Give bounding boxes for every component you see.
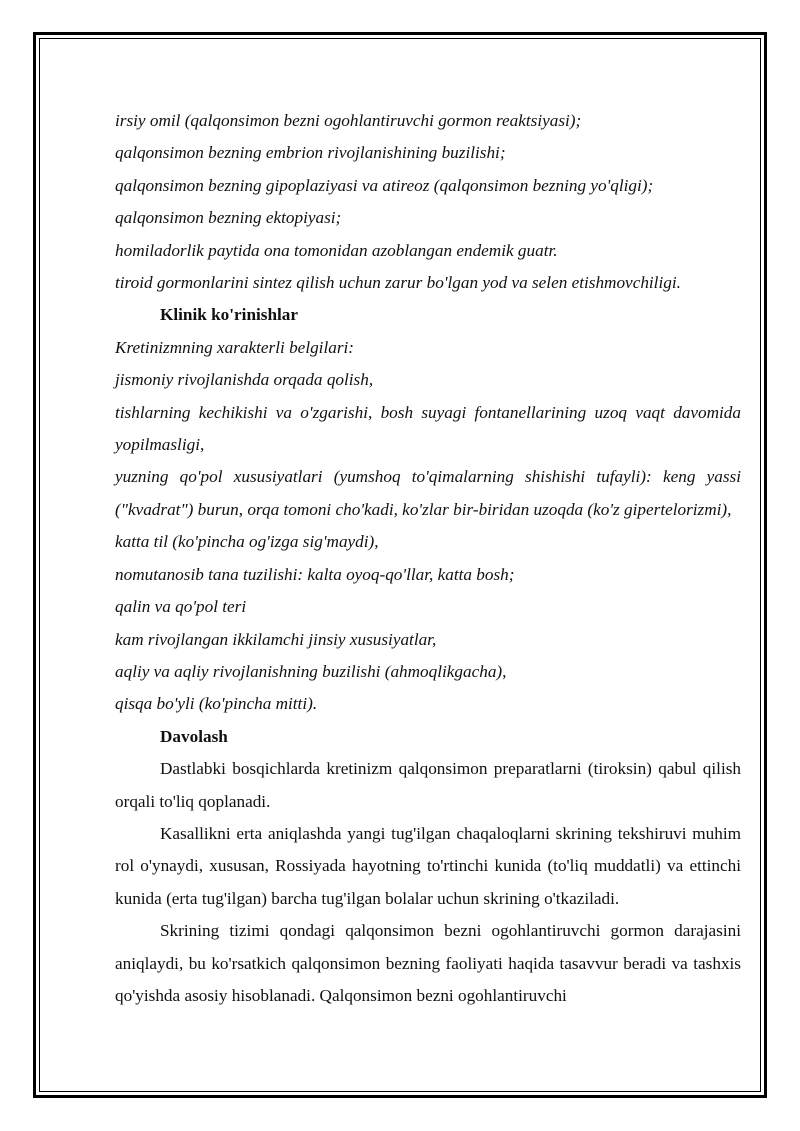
list-item: qalqonsimon bezning embrion rivojlanishining buzilishi; [115,143,506,163]
list-item: qisqa bo'yli (ko'pincha mitti). [115,694,318,714]
list-item: kam rivojlangan ikkilamchi jinsiy xususiyatlar, [115,629,437,649]
list-item: tiroid gormonlarini sintez qilish uchun zarur bo'lgan yod va selen etishmovchiligi. [115,273,681,293]
paragraph: Kasallikni erta aniqlashda yangi tug'ilgan chaqaloqlarni skrining tekshiruvi muhim rol o'ynaydi, xususan, Rossiyada hayotning to'rtinchi kunida (to'liq muddatli) va ettinchi kunida (erta tug'ilgan) barcha tug'ilgan bolalar uchun skrining o'tkaziladi. [115,823,741,908]
list-item: katta til (ko'pincha og'izga sig'maydi), [115,532,379,552]
paragraph: Skrining tizimi qondagi qalqonsimon bezni ogohlantiruvchi gormon darajasini aniqlaydi, bu ko'rsatkich qalqonsimon bezning faoliyati haqida tasavvur beradi va tashxis qo'yishda asosiy hisoblanadi. Qalqonsimon bezni ogohlantiruvchi [115,921,741,1005]
section-heading-treatment: Davolash [160,726,228,746]
list-item: qalqonsimon bezning gipoplaziyasi va atireoz (qalqonsimon bezning yo'qligi); [115,175,654,195]
list-item: yuzning qo'pol xususiyatlari (yumshoq to'qimalarning shishishi tufayli): keng yassi ("kvadrat") burun, orqa tomoni cho'kadi, ko'zlar bir-biridan uzoqda (ko'z gipertelorizmi), [115,467,741,519]
document-body [115,105,741,1012]
list-item: homiladorlik paytida ona tomonidan azoblangan endemik guatr. [115,240,558,260]
list-item: qalin va qo'pol teri [115,597,247,617]
list-item: nomutanosib tana tuzilishi: kalta oyoq-qo'llar, katta bosh; [115,564,515,584]
list-item: irsiy omil (qalqonsimon bezni ogohlantiruvchi gormon reaktsiyasi); [115,111,582,130]
paragraph: Dastlabki bosqichlarda kretinizm qalqonsimon preparatlarni (tiroksin) qabul qilish orqali to'liq qoplanadi. [115,759,741,811]
list-item: jismoniy rivojlanishda orqada qolish, [115,370,374,390]
list-item: qalqonsimon bezning ektopiyasi; [115,208,342,228]
list-item: tishlarning kechikishi va o'zgarishi, bosh suyagi fontanellarining uzoq vaqt davomida yopilmasligi, [115,402,741,455]
list-item: aqliy va aqliy rivojlanishning buzilishi (ahmoqlikgacha), [115,661,507,681]
section-heading-clinical: Klinik ko'rinishlar [160,305,299,325]
clinical-intro: Kretinizmning xarakterli belgilari: [115,337,355,357]
